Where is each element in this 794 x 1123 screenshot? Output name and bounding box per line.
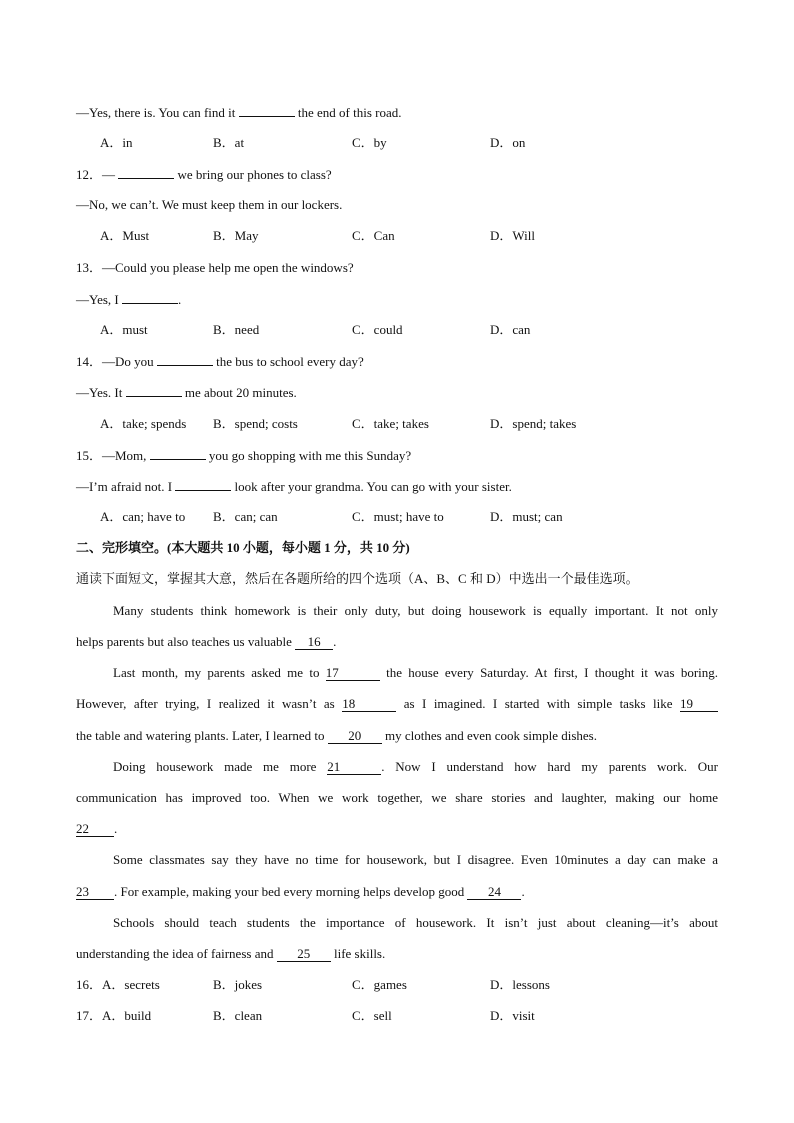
- q15-question: [76, 447, 411, 464]
- q17-number: 17．: [76, 1008, 103, 1023]
- q11-option-b[interactable]: B．at: [213, 135, 245, 150]
- q14-answer-pre: —Yes. It: [76, 385, 123, 400]
- passage-p2-line1-post: the house every Saturday. At first, I thought it was boring.: [386, 665, 719, 680]
- q12-question: [76, 166, 332, 183]
- q14-option-b[interactable]: B．spend; costs: [213, 416, 298, 431]
- q17-option-a[interactable]: A．build: [102, 1008, 152, 1023]
- blank-16[interactable]: 16: [295, 635, 333, 650]
- blank-24[interactable]: 24: [467, 885, 521, 900]
- q15-blank-1: [150, 447, 206, 460]
- passage-p3-line3: [76, 821, 117, 837]
- q12-option-a[interactable]: A．Must: [100, 228, 150, 243]
- q14-question-post: the bus to school every day?: [216, 354, 364, 369]
- q13-blank: [122, 291, 178, 304]
- q14-option-d[interactable]: D．spend; takes: [490, 416, 577, 431]
- passage-p1-line2-pre: helps parents but also teaches us valuable: [76, 634, 292, 649]
- q12-answer-line: —No, we can’t. We must keep them in our lockers.: [76, 197, 343, 212]
- passage-p2-line2-pre: However, after trying, I realized it wasn’t as: [76, 696, 335, 711]
- q13-option-d[interactable]: D．can: [490, 322, 531, 337]
- passage-p1-line2: [76, 634, 336, 650]
- q11-answer-line: [76, 104, 402, 121]
- passage-p2-line1-pre: Last month, my parents asked me to: [113, 665, 320, 680]
- q15-option-d[interactable]: D．must; can: [490, 509, 563, 524]
- q15-answer-post: look after your grandma. You can go with your sister.: [234, 479, 512, 494]
- q16-option-b[interactable]: B．jokes: [213, 977, 263, 992]
- q11-option-c[interactable]: C．by: [352, 135, 387, 150]
- q14-answer-post: me about 20 minutes.: [184, 385, 297, 400]
- passage-p2-line3: [76, 728, 597, 744]
- q16-option-c[interactable]: C．games: [352, 977, 407, 992]
- blank-19[interactable]: 19: [680, 697, 718, 712]
- passage-p1-line1: Many students think homework is their only duty, but doing housework is equally important. It not only: [113, 603, 718, 618]
- passage-p2-line2: [76, 696, 718, 712]
- q15-answer-pre: —I’m afraid not. I: [76, 479, 173, 494]
- q15-question-pre: 15．—Mom,: [76, 448, 147, 463]
- passage-p2-line3-pre: the table and watering plants. Later, I learned to: [76, 728, 325, 743]
- passage-p3-line3-post: .: [114, 821, 118, 836]
- q13-question: 13．—Could you please help me open the windows?: [76, 260, 354, 275]
- q16-row: [76, 977, 160, 993]
- q12-option-d[interactable]: D．Will: [490, 228, 535, 243]
- q11-blank: [239, 104, 295, 117]
- passage-p4-line2-post: .: [521, 884, 525, 899]
- section-instruction: 通读下面短文，掌握其大意，然后在各题所给的四个选项（A、B、C 和 D）中选出一个最佳选项。: [76, 571, 639, 586]
- passage-p5-line1: Schools should teach students the importance of housework. It isn’t just about cleaning—it’s about: [113, 915, 718, 930]
- passage-p5-line2-post: life skills.: [333, 946, 386, 961]
- q15-question-post: you go shopping with me this Sunday?: [208, 448, 412, 463]
- passage-p3-line1-post: . Now I understand how hard my parents work. Our: [381, 759, 719, 774]
- q14-option-c[interactable]: C．take; takes: [352, 416, 429, 431]
- passage-p2-line1: [76, 665, 718, 681]
- q12-number: 12．—: [76, 167, 116, 182]
- section-heading: 二、完形填空。(本大题共 10 小题，每小题 1 分，共 10 分): [76, 540, 410, 555]
- q17-row: [76, 1008, 151, 1024]
- q12-question-post: we bring our phones to class?: [177, 167, 332, 182]
- q12-blank: [118, 166, 174, 179]
- passage-p3-line2: communication has improved too. When we work together, we share stories and laughter, making our home: [76, 790, 718, 805]
- q13-option-b[interactable]: B．need: [213, 322, 260, 337]
- q14-option-a[interactable]: A．take; spends: [100, 416, 187, 431]
- q11-option-d[interactable]: D．on: [490, 135, 526, 150]
- q15-option-b[interactable]: B．can; can: [213, 509, 278, 524]
- q11-answer-post: the end of this road.: [297, 105, 402, 120]
- blank-25[interactable]: 25: [277, 947, 331, 962]
- q14-blank-2: [126, 384, 182, 397]
- q13-answer-post: .: [178, 292, 182, 307]
- q11-answer-pre: —Yes, there is. You can find it: [76, 105, 236, 120]
- q15-option-c[interactable]: C．must; have to: [352, 509, 444, 524]
- q13-answer-pre: —Yes, I: [76, 292, 119, 307]
- q17-option-c[interactable]: C．sell: [352, 1008, 392, 1023]
- q14-blank-1: [157, 353, 213, 366]
- q14-answer-line: [76, 384, 297, 401]
- blank-23[interactable]: 23: [76, 885, 114, 900]
- blank-20[interactable]: 20: [328, 729, 382, 744]
- passage-p1-line2-post: .: [333, 634, 337, 649]
- q16-option-d[interactable]: D．lessons: [490, 977, 550, 992]
- passage-p4-line2: [76, 884, 525, 900]
- q15-blank-2: [175, 478, 231, 491]
- q14-question: [76, 353, 364, 370]
- blank-22[interactable]: 22: [76, 822, 114, 837]
- q15-answer-line: [76, 478, 512, 495]
- q13-answer-line: [76, 291, 181, 308]
- passage-p2-line2-mid: as I imagined. I started with simple tasks like: [403, 696, 673, 711]
- passage-p5-line2: [76, 946, 385, 962]
- q15-option-a[interactable]: A．can; have to: [100, 509, 186, 524]
- q17-option-d[interactable]: D．visit: [490, 1008, 535, 1023]
- q12-option-c[interactable]: C．Can: [352, 228, 395, 243]
- q17-option-b[interactable]: B．clean: [213, 1008, 263, 1023]
- passage-p4-line1: Some classmates say they have no time for housework, but I disagree. Even 10minutes a day can make a: [113, 852, 718, 867]
- passage-p5-line2-pre: understanding the idea of fairness and: [76, 946, 274, 961]
- q16-number: 16．: [76, 977, 103, 992]
- passage-p3-line1: [76, 759, 718, 775]
- q13-option-a[interactable]: A．must: [100, 322, 148, 337]
- blank-18[interactable]: 18: [342, 697, 396, 712]
- q11-option-a[interactable]: A．in: [100, 135, 133, 150]
- q14-question-pre: 14．—Do you: [76, 354, 154, 369]
- q16-option-a[interactable]: A．secrets: [102, 977, 160, 992]
- blank-17[interactable]: 17: [326, 666, 380, 681]
- passage-p3-line1-pre: Doing housework made me more: [113, 759, 317, 774]
- passage-p2-line3-post: my clothes and even cook simple dishes.: [385, 728, 597, 743]
- blank-21[interactable]: 21: [327, 760, 381, 775]
- q13-option-c[interactable]: C．could: [352, 322, 403, 337]
- q12-option-b[interactable]: B．May: [213, 228, 259, 243]
- passage-p4-line2-mid: . For example, making your bed every morning helps develop good: [114, 884, 465, 899]
